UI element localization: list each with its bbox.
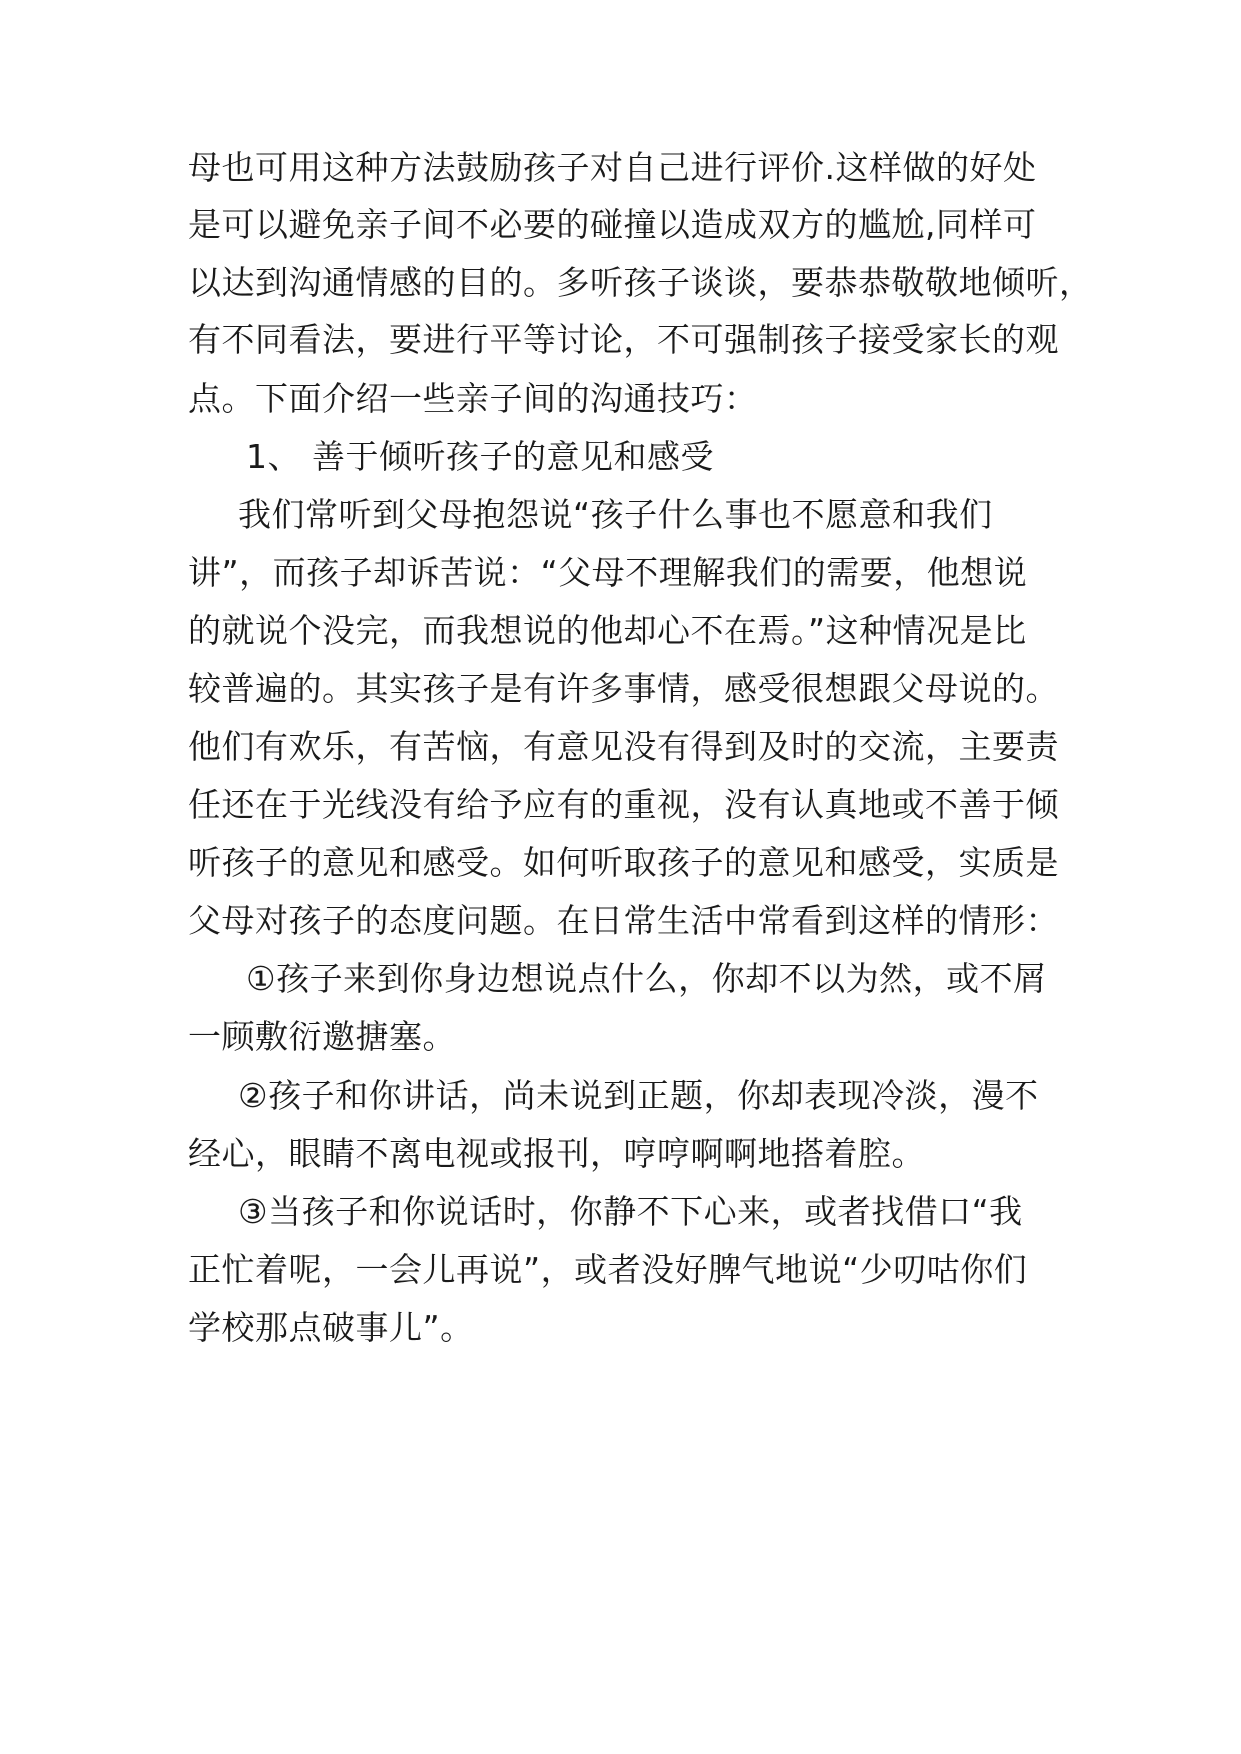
paragraph-line: 听孩子的意见和感受。如何听取孩子的意见和感受，实质是	[188, 843, 1059, 882]
paragraph-line: 经心，眼睛不离电视或报刊，哼哼啊啊地搭着腔。	[188, 1134, 925, 1173]
paragraph-line: 以达到沟通情感的目的。多听孩子谈谈，要恭恭敬敬地倾听，	[188, 263, 1093, 302]
list-item: ②孩子和你讲话，尚未说到正题，你却表现冷淡，漫不	[238, 1076, 1039, 1115]
paragraph-line: 父母对孩子的态度问题。在日常生活中常看到这样的情形：	[188, 901, 1059, 940]
paragraph-line: 讲”，而孩子却诉苦说：“父母不理解我们的需要，他想说	[188, 553, 1028, 592]
paragraph-line: 的就说个没完，而我想说的他却心不在焉。”这种情况是比	[188, 611, 1027, 650]
list-item: ③当孩子和你说话时，你静不下心来，或者找借口“我	[238, 1192, 1023, 1231]
paragraph-line: 一顾敷衍邀搪塞。	[188, 1017, 456, 1056]
paragraph-line: 母也可用这种方法鼓励孩子对自己进行评价.这样做的好处	[188, 148, 1037, 187]
paragraph-line: 点。下面介绍一些亲子间的沟通技巧：	[188, 379, 758, 418]
paragraph-line: 是可以避免亲子间不必要的碰撞以造成双方的尴尬,同样可	[188, 205, 1037, 244]
paragraph-line: 学校那点破事儿”。	[188, 1308, 474, 1347]
paragraph-line: 较普遍的。其实孩子是有许多事情，感受很想跟父母说的。	[188, 669, 1059, 708]
list-item: ①孩子来到你身边想说点什么，你却不以为然，或不屑	[246, 959, 1047, 998]
section-heading: 1、 善于倾听孩子的意见和感受	[246, 437, 714, 476]
paragraph-line: 我们常听到父母抱怨说“孩子什么事也不愿意和我们	[238, 495, 993, 534]
paragraph-line: 正忙着呢，一会儿再说”，或者没好脾气地说“少叨咕你们	[188, 1250, 1028, 1289]
paragraph-line: 有不同看法，要进行平等讨论，不可强制孩子接受家长的观	[188, 320, 1059, 359]
paragraph-line: 任还在于光线没有给予应有的重视，没有认真地或不善于倾	[188, 785, 1059, 824]
paragraph-line: 他们有欢乐，有苦恼，有意见没有得到及时的交流，主要责	[188, 727, 1059, 766]
